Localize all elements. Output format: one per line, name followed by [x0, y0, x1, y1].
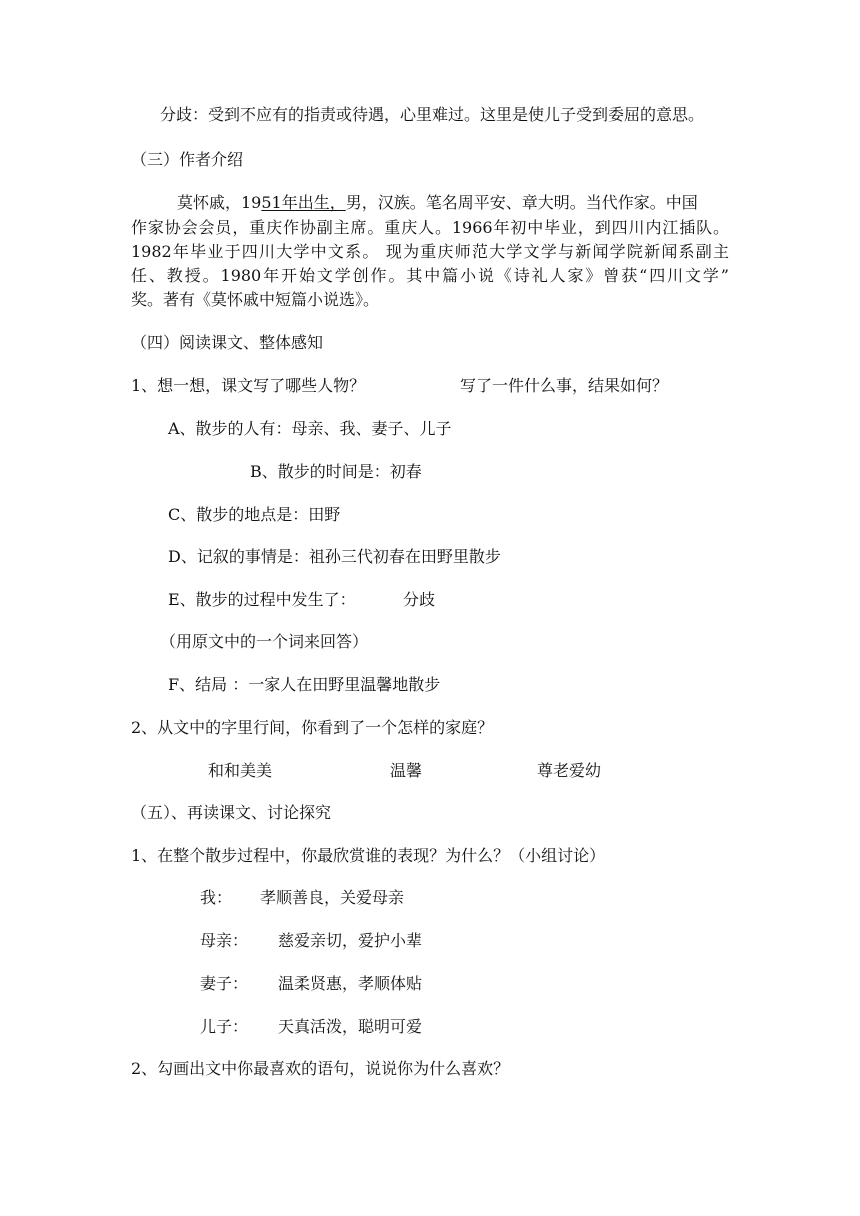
section-3-heading: （三）作者介绍 [131, 150, 244, 169]
question-3: 1、在整个散步过程中，你最欣赏谁的表现？为什么？（小组讨论） [131, 846, 606, 865]
question-2-answer-1: 和和美美 [208, 761, 273, 780]
question-4: 2、勾画出文中你最喜欢的语句，说说你为什么喜欢？ [131, 1059, 510, 1078]
question-1-part-b: 写了一件什么事，结果如何？ [460, 376, 669, 395]
section-4-heading: （四）阅读课文、整体感知 [131, 333, 324, 352]
character-label-wife: 妻子： [200, 974, 249, 993]
character-desc-me: 孝顺善良，关爱母亲 [260, 888, 405, 907]
answer-item-c: C、散步的地点是：田野 [168, 505, 341, 524]
author-bio-line-1: 莫怀戚，1951年出生，男，汉族。笔名周平安、章大明。当代作家。中国 [177, 193, 698, 212]
question-2-answer-3: 尊老爱幼 [537, 761, 602, 780]
character-desc-wife: 温柔贤惠，孝顺体贴 [278, 974, 423, 993]
character-desc-mother: 慈爱亲切，爱护小辈 [278, 931, 423, 950]
author-bio-line-5: 奖。著有《莫怀戚中短篇小说选》。 [131, 290, 380, 309]
author-bio-line-4: 任、教授。1980年开始文学创作。其中篇小说《诗礼人家》曾获“四川文学” [131, 266, 729, 285]
question-2: 2、从文中的字里行间，你看到了一个怎样的家庭？ [131, 718, 494, 737]
character-label-son: 儿子： [200, 1017, 249, 1036]
answer-item-e-note: （用原文中的一个词来回答） [160, 632, 369, 651]
answer-item-f: F、结局 ：一家人在田野里温馨地散步 [168, 675, 441, 694]
character-label-mother: 母亲： [200, 931, 249, 950]
answer-item-e-value: 分歧 [403, 590, 436, 609]
character-desc-son: 天真活泼，聪明可爱 [278, 1017, 423, 1036]
answer-item-b: B、散步的时间是：初春 [250, 462, 422, 481]
underlined-birth-year: 51年出生， [261, 193, 346, 212]
author-bio-line-2: 作家协会会员，重庆作协副主席。重庆人。1966年初中毕业，到四川内江插队。 [131, 218, 729, 237]
question-1-part-a: 1、想一想，课文写了哪些人物？ [131, 376, 366, 395]
question-2-answer-2: 温馨 [390, 761, 423, 780]
answer-item-d: D、记叙的事情是：祖孙三代初春在田野里散步 [168, 547, 501, 566]
answer-item-a: A、散步的人有：母亲、我、妻子、儿子 [168, 419, 452, 438]
section-5-heading: （五）、再读课文、讨论探究 [131, 803, 332, 822]
answer-item-e: E、散步的过程中发生了： [168, 590, 356, 609]
definition-fenqi: 分歧：受到不应有的指责或待遇，心里难过。这里是使儿子受到委屈的意思。 [160, 105, 705, 124]
author-bio-line-3: 1982年毕业于四川大学中文系。 现为重庆师范大学文学与新闻学院新闻系副主 [131, 242, 729, 261]
character-label-me: 我： [200, 888, 233, 907]
